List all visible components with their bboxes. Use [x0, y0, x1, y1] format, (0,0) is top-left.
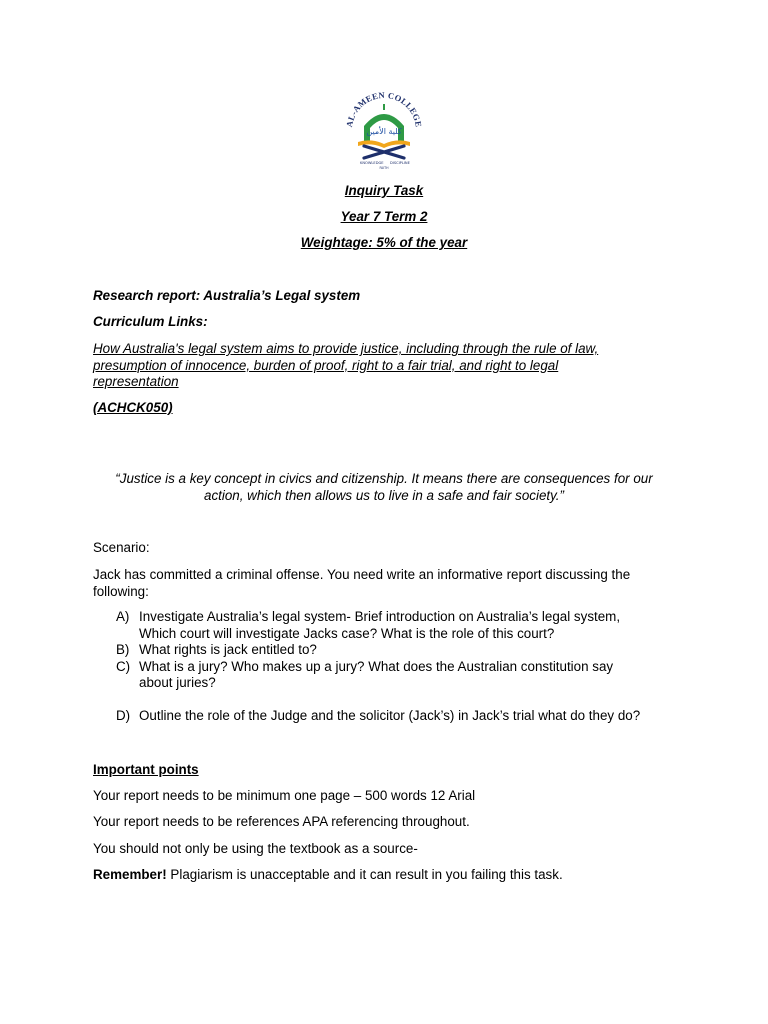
list-marker: B) [116, 642, 130, 657]
list-item-c [116, 659, 686, 692]
scenario-intro-line: Jack has committed a criminal offense. You need write an informative report discussing the [93, 567, 631, 582]
task-list [116, 609, 686, 725]
list-item-line: What rights is jack entitled to? [139, 642, 317, 657]
weightage: Weightage: 5% of the year [300, 235, 468, 250]
report-title: Research report: Australia’s Legal system [93, 288, 361, 303]
logo-bottom-word: FAITH [379, 166, 389, 170]
curriculum-line: How Australia's legal system aims to provide justice, including through the rule of law, [93, 341, 599, 356]
quote [0, 471, 768, 504]
logo-left-word: KNOWLEDGE [360, 161, 384, 165]
important-point: Your report needs to be minimum one page – 500 words 12 Arial [93, 788, 476, 803]
important-heading: Important points [93, 762, 199, 777]
list-marker: C) [116, 658, 131, 674]
curriculum-links [93, 341, 683, 391]
logo-arc-text: AL-AMEEN COLLEGE [344, 89, 424, 128]
list-item-line: about juries? [139, 675, 216, 690]
curriculum-code: (ACHCK050) [93, 400, 173, 415]
remember-label: Remember! [93, 867, 167, 882]
quote-line: “Justice is a key concept in civics and citizenship. It means there are consequences for our [115, 471, 653, 486]
logo-arabic-text: كلية الأمين [366, 127, 402, 136]
list-item-a [116, 609, 686, 642]
curriculum-heading: Curriculum Links: [93, 314, 208, 329]
list-item-d [116, 708, 686, 725]
list-marker: D) [116, 708, 131, 723]
important-point: Your report needs to be references APA referencing throughout. [93, 814, 470, 829]
curriculum-line: representation [93, 374, 179, 389]
scenario-intro [93, 567, 683, 600]
remember-note [93, 867, 683, 884]
list-item-line: What is a jury? Who makes up a jury? What does the Australian constitution say [139, 658, 614, 674]
list-item-line: Which court will investigate Jacks case? What is the role of this court? [139, 625, 555, 641]
scenario-intro-line: following: [93, 583, 149, 599]
year-term: Year 7 Term 2 [340, 209, 428, 224]
list-marker: A) [116, 609, 130, 624]
list-item-line: Outline the role of the Judge and the solicitor (Jack’s) in Jack’s trial what do they do? [139, 708, 641, 723]
important-point: You should not only be using the textbook as a source- [93, 841, 418, 856]
curriculum-line: presumption of innocence, burden of proof, right to a fair trial, and right to legal [93, 357, 559, 373]
list-item-line: Investigate Australia’s legal system- Brief introduction on Australia’s legal system, [139, 609, 621, 624]
scenario-label: Scenario: [93, 540, 150, 555]
college-emblem-icon [340, 84, 428, 172]
college-logo [340, 84, 428, 172]
logo-right-word: DISCIPLINE [390, 161, 410, 165]
quote-line: action, which then allows us to live in a safe and fair society.” [204, 487, 564, 503]
list-item-b [116, 642, 686, 659]
task-title: Inquiry Task [344, 183, 424, 198]
remember-text: Plagiarism is unacceptable and it can result in you failing this task. [166, 867, 563, 882]
